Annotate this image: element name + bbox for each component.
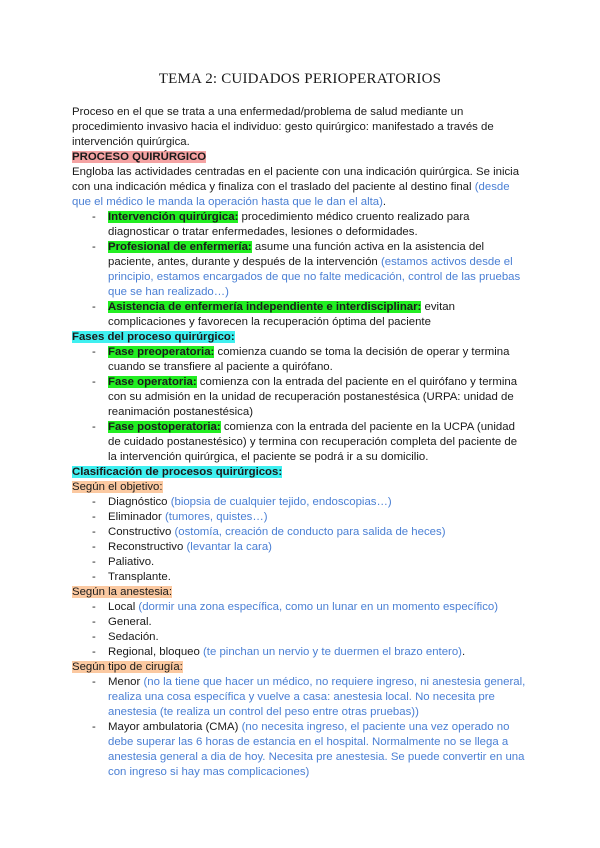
section-heading-proceso: PROCESO QUIRÚRGICO (72, 151, 207, 163)
section-heading-fases: Fases del proceso quirúrgico: (72, 331, 235, 343)
page-title: TEMA 2: CUIDADOS PERIOPERATORIOS (158, 71, 442, 87)
list-item: - Eliminador (tumores, quistes…) (72, 510, 528, 525)
document-page (72, 72, 528, 780)
intro-paragraph: Proceso en el que se trata a una enfermedad/problema de salud mediante un procedimiento invasivo hacia el individuo: gesto quirúrgico: manifestado a través de intervención quirúrgica. (72, 106, 494, 148)
list-item: - Diagnóstico (biopsia de cualquier tejido, endoscopias…) (72, 495, 528, 510)
objetivo-list (72, 495, 528, 585)
section-heading-clasificacion: Clasificación de procesos quirúrgicos: (72, 466, 283, 478)
subheading-cirugia: Según tipo de cirugía: (72, 661, 183, 673)
list-item: - Mayor ambulatoria (CMA) (no necesita ingreso, el paciente una vez operado no debe superar las 6 horas de estancia en el hospital. Normalmente no se llega a anestesia general a dia de hoy. Necesita pre anestesia. Se puede convertir en una con ingreso si hay mas complicaciones) (72, 720, 528, 780)
list-item: - Paliativo. (72, 555, 528, 570)
list-item: - Sedación. (72, 630, 528, 645)
list-item: - Menor (no la tiene que hacer un médico, no requiere ingreso, ni anestesia general, realiza una cosa específica y vuelve a casa: anestesia local. No necesita pre anestesia (te realiza un control del peso entre otras pruebas)) (72, 675, 528, 720)
subheading-anestesia: Según la anestesia: (72, 586, 173, 598)
list-item: - Fase postoperatoria: comienza con la entrada del paciente en la UCPA (unidad de cuidado postanestésico) y termina con recuperación completa del paciente de la intervención quirúrgica, el paciente se podrá ir a su domicilio. (72, 420, 528, 465)
list-item: - Profesional de enfermería: asume una función activa en la asistencia del paciente, antes, durante y después de la intervención (estamos activos desde el principio, estamos encargados de que no falte medicación, control de las pruebas que se han realizado…) (72, 240, 528, 300)
fases-list (72, 345, 528, 465)
list-item: - Fase preoperatoria: comienza cuando se toma la decisión de operar y termina cuando se transfiere al paciente a quirófano. (72, 345, 528, 375)
list-item: - Transplante. (72, 570, 528, 585)
anestesia-list (72, 600, 528, 660)
proceso-paragraph: Engloba las actividades centradas en el paciente con una indicación quirúrgica. Se inicia con una indicación médica y finaliza con el traslado del paciente al destino final (desde que el médico le manda la operación hasta que le dan el alta). (72, 166, 520, 208)
list-item: - Reconstructivo (levantar la cara) (72, 540, 528, 555)
proceso-list (72, 210, 528, 330)
list-item: - Asistencia de enfermería independiente e interdisciplinar: evitan complicaciones y favorecen la recuperación óptima del paciente (72, 300, 528, 330)
list-item: - Constructivo (ostomía, creación de conducto para salida de heces) (72, 525, 528, 540)
list-item: - General. (72, 615, 528, 630)
subheading-objetivo: Según el objetivo: (72, 481, 163, 493)
cirugia-list (72, 675, 528, 780)
list-item: - Intervención quirúrgica: procedimiento médico cruento realizado para diagnosticar o tratar enfermedades, lesiones o deformidades. (72, 210, 528, 240)
list-item: - Fase operatoria: comienza con la entrada del paciente en el quirófano y termina con su admisión en la unidad de recuperación postanestésica (URPA: unidad de reanimación postanestésica) (72, 375, 528, 420)
list-item: - Local (dormir una zona específica, como un lunar en un momento específico) (72, 600, 528, 615)
list-item: - Regional, bloqueo (te pinchan un nervio y te duermen el brazo entero). (72, 645, 528, 660)
